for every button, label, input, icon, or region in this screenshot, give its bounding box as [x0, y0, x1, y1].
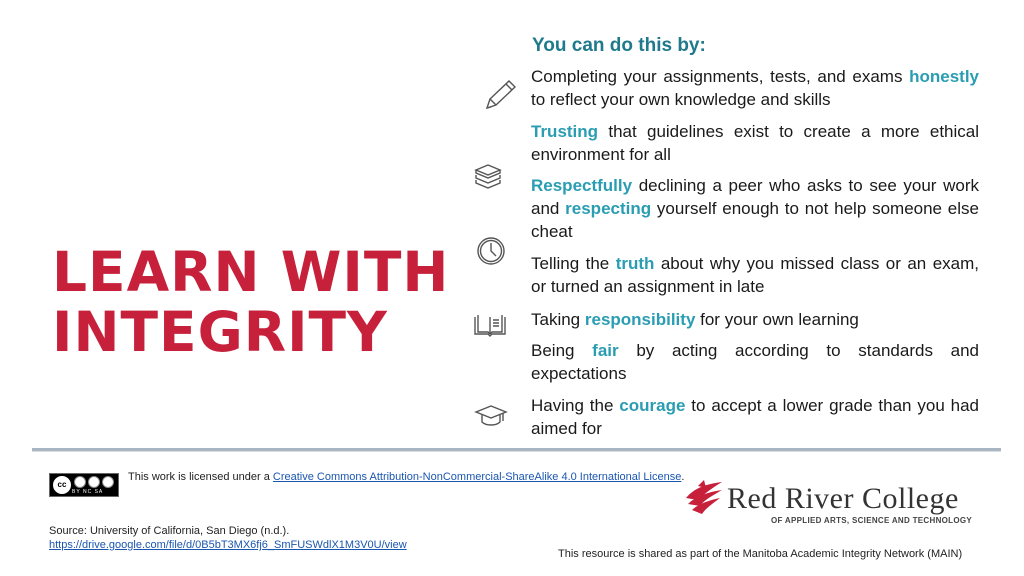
keyword: truth — [615, 254, 655, 273]
list-item-honestly — [531, 65, 979, 111]
item-text: to accept a lower grade than you had aimed for — [531, 396, 980, 438]
page-title — [52, 242, 449, 362]
keyword: fair — [592, 341, 619, 360]
item-text: Telling the — [531, 254, 616, 273]
graduation-cap-icon — [474, 404, 508, 428]
keyword: responsibility — [584, 310, 696, 329]
by-icon — [74, 476, 86, 488]
license-suffix: . — [681, 471, 685, 483]
list-item-trusting — [531, 120, 979, 166]
title-line-2: INTEGRITY — [52, 300, 388, 364]
rrc-logo-icon — [684, 478, 724, 521]
source-label: Source: University of California, San Diego (n.d.). — [49, 525, 290, 537]
sa-icon — [102, 476, 114, 488]
list-item-truth — [531, 252, 979, 298]
list-heading: You can do this by: — [532, 35, 706, 56]
open-book-icon — [473, 313, 507, 337]
keyword: respecting — [565, 199, 652, 218]
item-text: that guidelines exist to create a more ethical environment for all — [531, 122, 979, 164]
item-text: to reflect your own knowledge and skills — [531, 90, 831, 109]
cc-license-badge[interactable] — [49, 473, 119, 497]
item-text: Completing your assignments, tests, and exams — [531, 67, 910, 86]
source-citation — [49, 524, 407, 552]
item-text: declining a peer who asks to see your work and — [531, 176, 979, 218]
keyword: courage — [619, 396, 686, 415]
nc-icon — [88, 476, 100, 488]
item-text: for your own learning — [695, 310, 859, 329]
books-icon — [474, 164, 502, 190]
license-prefix: This work is licensed under a — [128, 471, 273, 483]
list-item-courage — [531, 394, 979, 440]
cc-icon: cc — [53, 476, 71, 494]
list-item-fair — [531, 339, 979, 385]
item-text: about why you missed class or an exam, or turned an assignment in late — [531, 254, 979, 296]
source-link[interactable]: https://drive.google.com/file/d/0B5bT3MX6fj6_SmFUSWdlX1M3V0U/view — [49, 539, 407, 551]
title-line-1: LEARN WITH — [52, 240, 450, 304]
item-text: Having the — [531, 396, 620, 415]
rrc-logo-name: Red River College — [727, 482, 959, 515]
pencil-icon — [482, 78, 518, 112]
item-text: by acting according to standards and expectations — [531, 341, 979, 383]
item-text: yourself enough to not help someone else cheat — [531, 199, 979, 241]
keyword: Respectfully — [531, 176, 633, 195]
keyword: Trusting — [531, 122, 599, 141]
item-text: Being — [531, 341, 593, 360]
license-text — [128, 470, 684, 485]
license-link[interactable]: Creative Commons Attribution-NonCommercial-ShareAlike 4.0 International License — [272, 471, 682, 483]
list-item-respectfully — [531, 174, 979, 243]
rrc-logo-subtitle: OF APPLIED ARTS, SCIENCE AND TECHNOLOGY — [771, 516, 973, 525]
cc-badge-tags: BY NC SA — [72, 489, 104, 495]
shared-resource-note: This resource is shared as part of the Manitoba Academic Integrity Network (MAIN) — [558, 548, 963, 560]
keyword: honestly — [909, 67, 979, 86]
footer-divider — [32, 448, 1001, 451]
clock-icon — [476, 236, 506, 266]
list-item-responsibility — [531, 308, 979, 331]
item-text: Taking — [531, 310, 585, 329]
